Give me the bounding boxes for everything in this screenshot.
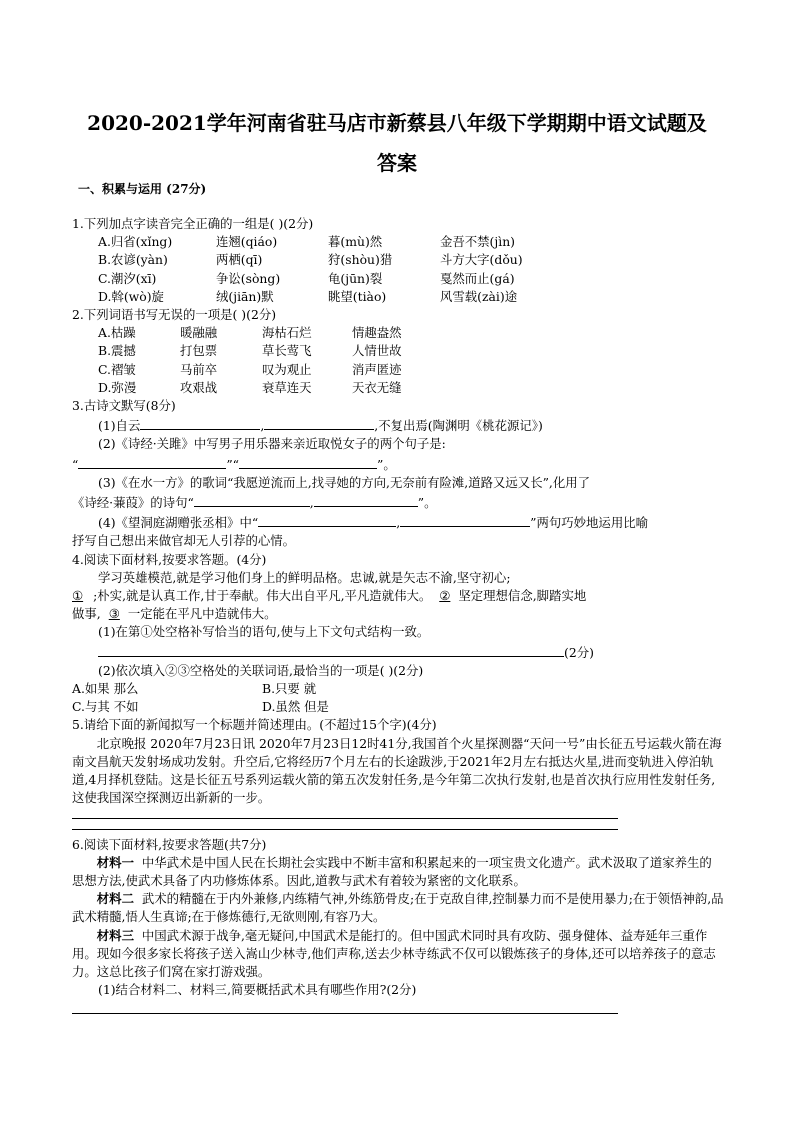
q4-passage-2b: 坚定理想信念,脚踏实地: [458, 588, 587, 604]
q2-b-2: 打包票: [180, 343, 218, 359]
q4-passage-2a: ;朴实,就是认真工作,甘于奉献。伟大出自平凡,平凡造就伟大。: [93, 588, 432, 604]
q1-a-4: 金吾不禁(jìn): [440, 234, 516, 250]
section-heading: 一、积累与运用 (27分): [78, 182, 207, 196]
q4-blank-1-marker: ①: [72, 588, 84, 604]
q4-option-c: C.与其 不如: [72, 699, 139, 715]
q1-option-d: [72, 288, 724, 306]
q2-c-1: C.褶皱: [98, 361, 136, 377]
q2-b-1: B.震撼: [98, 343, 136, 359]
q2-c-2: 马前卒: [180, 361, 218, 377]
q3-4-text-c: ”两句巧妙地运用比喻: [530, 515, 648, 531]
q6-answer-line-1[interactable]: [72, 1013, 618, 1014]
q6-sub1: (1)结合材料二、材料三,简要概括武术具有哪些作用?(2分): [98, 982, 417, 998]
title-line-2: 答案: [377, 151, 417, 175]
q4-options-row-1: [72, 680, 724, 698]
q1-b-2: 两栖(qī): [216, 252, 263, 268]
q3-stem: 3.古诗文默写(8分): [72, 398, 176, 414]
q1-c-4: 戛然而止(gá): [440, 270, 515, 286]
q4-sub1: (1)在第①处空格补写恰当的语句,使与上下文句式结构一致。: [98, 624, 430, 640]
q4-options-row-2: [72, 698, 724, 716]
q2-d-3: 衰草连天: [262, 379, 312, 395]
q6-material-2-text: 武术的精髓在于内外兼修,内练精气神,外练筋骨皮;在于克敌自律,控制暴力而不是使用暴力;在于领悟神韵,品武术精髓,悟人生真谛;在于修炼德行,无欲则刚,有容乃大。: [72, 891, 724, 925]
q4-option-d: D.虽然 但是: [262, 699, 329, 715]
q3-sub1: [72, 415, 724, 435]
q3-2-blank-1[interactable]: [78, 454, 226, 469]
q5-answer-line-2[interactable]: [72, 829, 618, 830]
q4-sub1-answer-line[interactable]: [98, 642, 564, 657]
q4-option-b: B.只要 就: [262, 681, 317, 697]
q2-a-4: 情趣盎然: [352, 325, 402, 341]
q3-3-blank-2[interactable]: [314, 492, 418, 507]
q4-option-a: A.如果 那么: [72, 681, 139, 697]
q3-sub2-blanks: [72, 454, 724, 474]
q3-3-text-d: ”。: [417, 495, 437, 511]
q3-1-text-b: ,: [260, 418, 265, 434]
q2-b-4: 人情世故: [352, 343, 402, 359]
q1-stem: 1.下列加点字读音完全正确的一组是( )(2分): [72, 216, 314, 231]
q3-4-blank-1[interactable]: [258, 512, 396, 527]
title-line-1: 2020-2021学年河南省驻马店市新蔡县八年级下学期期中语文试题及: [87, 111, 707, 135]
q6-material-2-label: 材料二: [96, 891, 134, 907]
q1-b-4: 斗方大字(dǒu): [440, 252, 523, 268]
q1-a-3: 暮(mù)然: [328, 234, 383, 250]
q3-sub2: (2)《诗经·关雎》中写男子用乐器来亲近取悦女子的两个句子是:: [98, 436, 446, 452]
q2-c-3: 叹为观止: [262, 361, 312, 377]
q3-3-text-c: ,: [309, 495, 314, 511]
q4-passage-3: [72, 605, 724, 623]
q6-material-2: [72, 890, 724, 926]
q2-a-3: 海枯石烂: [262, 325, 312, 341]
q4-passage-3b: 一定能在平凡中造就伟大。: [127, 606, 277, 622]
q1-option-a: [72, 233, 724, 251]
q3-1-blank-2[interactable]: [264, 415, 374, 430]
q2-d-4: 天衣无缝: [352, 379, 402, 395]
q1-c-1: C.潮汐(xī): [98, 270, 157, 286]
q3-2-quote-close: ”。: [377, 456, 396, 472]
q1-b-3: 狩(shòu)猎: [328, 252, 393, 268]
q1-c-2: 争讼(sòng): [216, 270, 281, 286]
q2-option-a: [72, 324, 724, 342]
q1-d-1: D.斡(wò)旋: [98, 288, 164, 304]
q3-4-blank-2[interactable]: [400, 512, 530, 527]
q6-material-3: [72, 927, 724, 982]
q3-2-quote-open: “: [72, 456, 79, 472]
q4-passage-1: 学习英雄模范,就是学习他们身上的鲜明品格。忠诚,就是矢志不渝,坚守初心;: [98, 569, 511, 585]
q2-b-3: 草长莺飞: [262, 343, 312, 359]
q4-blank-2-marker: ②: [439, 588, 451, 604]
q3-4-text-b: ,: [396, 515, 401, 531]
q1-d-4: 风雪载(zài)途: [440, 288, 518, 304]
q2-option-b: [72, 342, 724, 360]
q4-stem: 4.阅读下面材料,按要求答题。(4分): [72, 551, 267, 567]
q3-sub3-line1: (3)《在水一方》的歌词“我愿逆流而上,找寻她的方向,无奈前有险滩,道路又远又长”,化用了: [98, 474, 591, 490]
q3-4-text-a: (4)《望洞庭湖赠张丞相》中“: [98, 515, 259, 531]
q2-d-2: 攻艰战: [180, 379, 218, 395]
q1-c-3: 龟(jūn)裂: [328, 270, 383, 286]
q3-3-blank-1[interactable]: [194, 492, 310, 507]
q2-stem: 2.下列词语书写无误的一项是( )(2分): [72, 307, 277, 323]
q2-option-c: [72, 361, 724, 379]
q1-b-1: B.农谚(yàn): [98, 252, 168, 268]
q1-d-2: 绒(jiān)默: [216, 288, 274, 304]
q3-sub3-line2: [72, 492, 724, 512]
q4-sub1-answer: [72, 642, 724, 662]
q4-sub1-score: (2分): [564, 644, 594, 660]
q2-option-d: [72, 379, 724, 397]
q4-sub2: (2)依次填入②③空格处的关联词语,最恰当的一项是( )(2分): [98, 662, 424, 678]
q3-1-blank-1[interactable]: [140, 415, 260, 430]
q1-a-1: A.归省(xǐng): [98, 234, 173, 250]
q6-material-1-text: 中华武术是中国人民在长期社会实践中不断丰富和积累起来的一项宝贵文化遗产。武术汲取了道家养生的思想方法,使武术具备了内功修炼体系。因此,道教与武术有着较为紧密的文化联系。: [72, 854, 712, 888]
q4-blank-3-marker: ③: [108, 606, 120, 622]
q6-material-1-label: 材料一: [96, 854, 134, 870]
q1-a-2: 连翘(qiáo): [216, 234, 278, 250]
q2-a-1: A.枯躁: [98, 325, 136, 341]
q5-news-text: 北京晚报 2020年7月23日讯 2020年7月23日12时41分,我国首个火星探测器“天问一号”由长征五号运载火箭在海南文昌航天发射场成功发射。升空后,它将经历7个月左右的长途跋涉,于2021年2月左右抵达火星,进而变轨进入停泊轨道,4月择机登陆。这是长征五号系列运载火箭的第五次发射任务,是今年第二次执行发射,也是首次执行应用性发射任务,这使我国深空探测迈出新新的一步。: [72, 735, 722, 806]
q3-2-quote-mid: ”“: [226, 456, 240, 472]
q2-d-1: D.弥漫: [98, 379, 137, 395]
q3-sub4-line2: 抒写自己想出来做官却无人引荐的心情。: [72, 533, 296, 549]
q3-1-text-a: (1)自云: [98, 418, 141, 434]
q4-passage-2: [72, 587, 724, 605]
q6-material-3-label: 材料三: [96, 927, 134, 943]
exam-title: [60, 103, 734, 183]
q6-stem: 6.阅读下面材料,按要求答题(共7分): [72, 836, 267, 852]
q3-3-text-b: 《诗经·蒹葭》的诗句“: [72, 495, 194, 511]
q6-material-3-text: 中国武术源于战争,毫无疑问,中国武术是能打的。但中国武术同时具有攻防、强身健体、益寿延年三重作用。现如今很多家长将孩子送入嵩山少林寺,他们声称,送去少林寺练武不仅可以锻炼孩子的身体,还可以培养孩子的意志力。这总比孩子们窝在家打游戏强。: [72, 927, 716, 979]
q2-c-4: 消声匿迹: [352, 361, 402, 377]
exam-body: [72, 215, 724, 1020]
q3-sub4-line1: [72, 512, 724, 532]
q3-1-text-c: ,不复出焉(陶渊明《桃花源记》): [374, 418, 543, 434]
q4-passage-3a: 做事,: [72, 606, 101, 622]
q3-2-blank-2[interactable]: [239, 454, 377, 469]
q6-material-1: [72, 854, 724, 890]
q2-a-2: 暖融融: [180, 325, 218, 341]
q1-option-c: [72, 270, 724, 288]
q1-option-b: [72, 251, 724, 269]
q5-stem: 5.请给下面的新闻拟写一个标题并简述理由。(不超过15个字)(4分): [72, 717, 437, 733]
q1-d-3: 眺望(tiào): [328, 288, 387, 304]
q5-answer-line-1[interactable]: [72, 818, 618, 819]
